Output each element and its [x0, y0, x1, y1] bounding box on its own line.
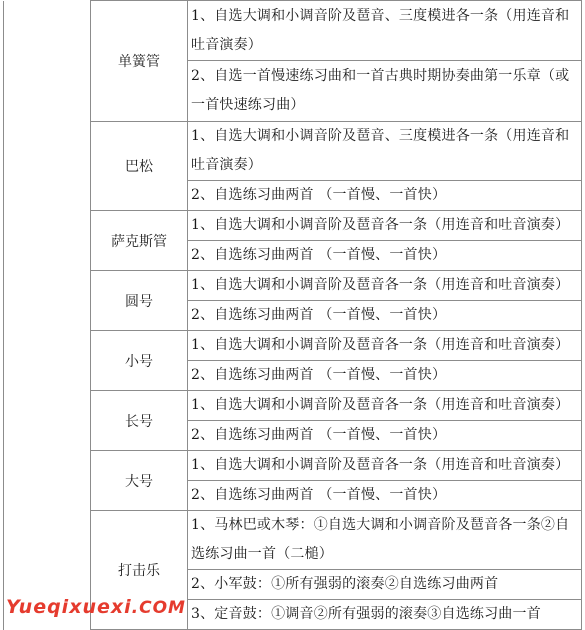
requirement-cell: 2、自选练习曲两首 （一首慢、一首快） [188, 181, 582, 211]
requirement-cell: 2、自选练习曲两首 （一首慢、一首快） [188, 361, 582, 391]
requirement-cell: 1、自选大调和小调音阶及琶音各一条（用连音和吐音演奏） [188, 211, 582, 241]
instrument-cell: 巴松 [91, 122, 188, 211]
requirement-cell: 1、自选大调和小调音阶及琶音、三度模进各一条（用连音和吐音演奏） [188, 122, 582, 181]
requirement-cell: 2、自选一首慢速练习曲和一首古典时期协奏曲第一乐章（或一首快速练习曲） [188, 61, 582, 122]
requirement-cell: 2、自选练习曲两首 （一首慢、一首快） [188, 421, 582, 451]
requirement-cell: 1、自选大调和小调音阶及琶音各一条（用连音和吐音演奏） [188, 451, 582, 481]
instrument-cell: 小号 [91, 331, 188, 391]
instrument-cell: 萨克斯管 [91, 211, 188, 271]
requirement-cell: 3、定音鼓：①调音②所有强弱的滚奏③自选练习曲一首 [188, 600, 582, 630]
requirement-cell: 1、自选大调和小调音阶及琶音各一条（用连音和吐音演奏） [188, 391, 582, 421]
instrument-cell: 圆号 [91, 271, 188, 331]
requirement-cell: 2、自选练习曲两首 （一首慢、一首快） [188, 241, 582, 271]
instrument-cell: 单簧管 [91, 1, 188, 122]
watermark-main: Yueqixuexi [6, 596, 132, 618]
requirement-cell: 2、小军鼓：①所有强弱的滚奏②自选练习曲两首 [188, 570, 582, 600]
requirement-cell: 2、自选练习曲两首 （一首慢、一首快） [188, 301, 582, 331]
instrument-cell: 长号 [91, 391, 188, 451]
site-watermark [6, 596, 186, 618]
instrument-cell: 大号 [91, 451, 188, 511]
requirement-cell: 1、自选大调和小调音阶及琶音各一条（用连音和吐音演奏） [188, 271, 582, 301]
category-cell [4, 1, 91, 630]
requirement-cell: 1、马林巴或木琴：①自选大调和小调音阶及琶音各一条②自选练习曲一首（二槌） [188, 511, 582, 570]
exam-requirements-table [3, 0, 582, 630]
instrument-cell: 打击乐 [91, 511, 188, 630]
requirement-cell: 1、自选大调和小调音阶及琶音、三度模进各一条（用连音和吐音演奏） [188, 1, 582, 61]
watermark-tld: .COM [131, 598, 186, 618]
requirement-cell: 2、自选练习曲两首 （一首慢、一首快） [188, 481, 582, 511]
requirement-cell: 1、自选大调和小调音阶及琶音各一条（用连音和吐音演奏） [188, 331, 582, 361]
